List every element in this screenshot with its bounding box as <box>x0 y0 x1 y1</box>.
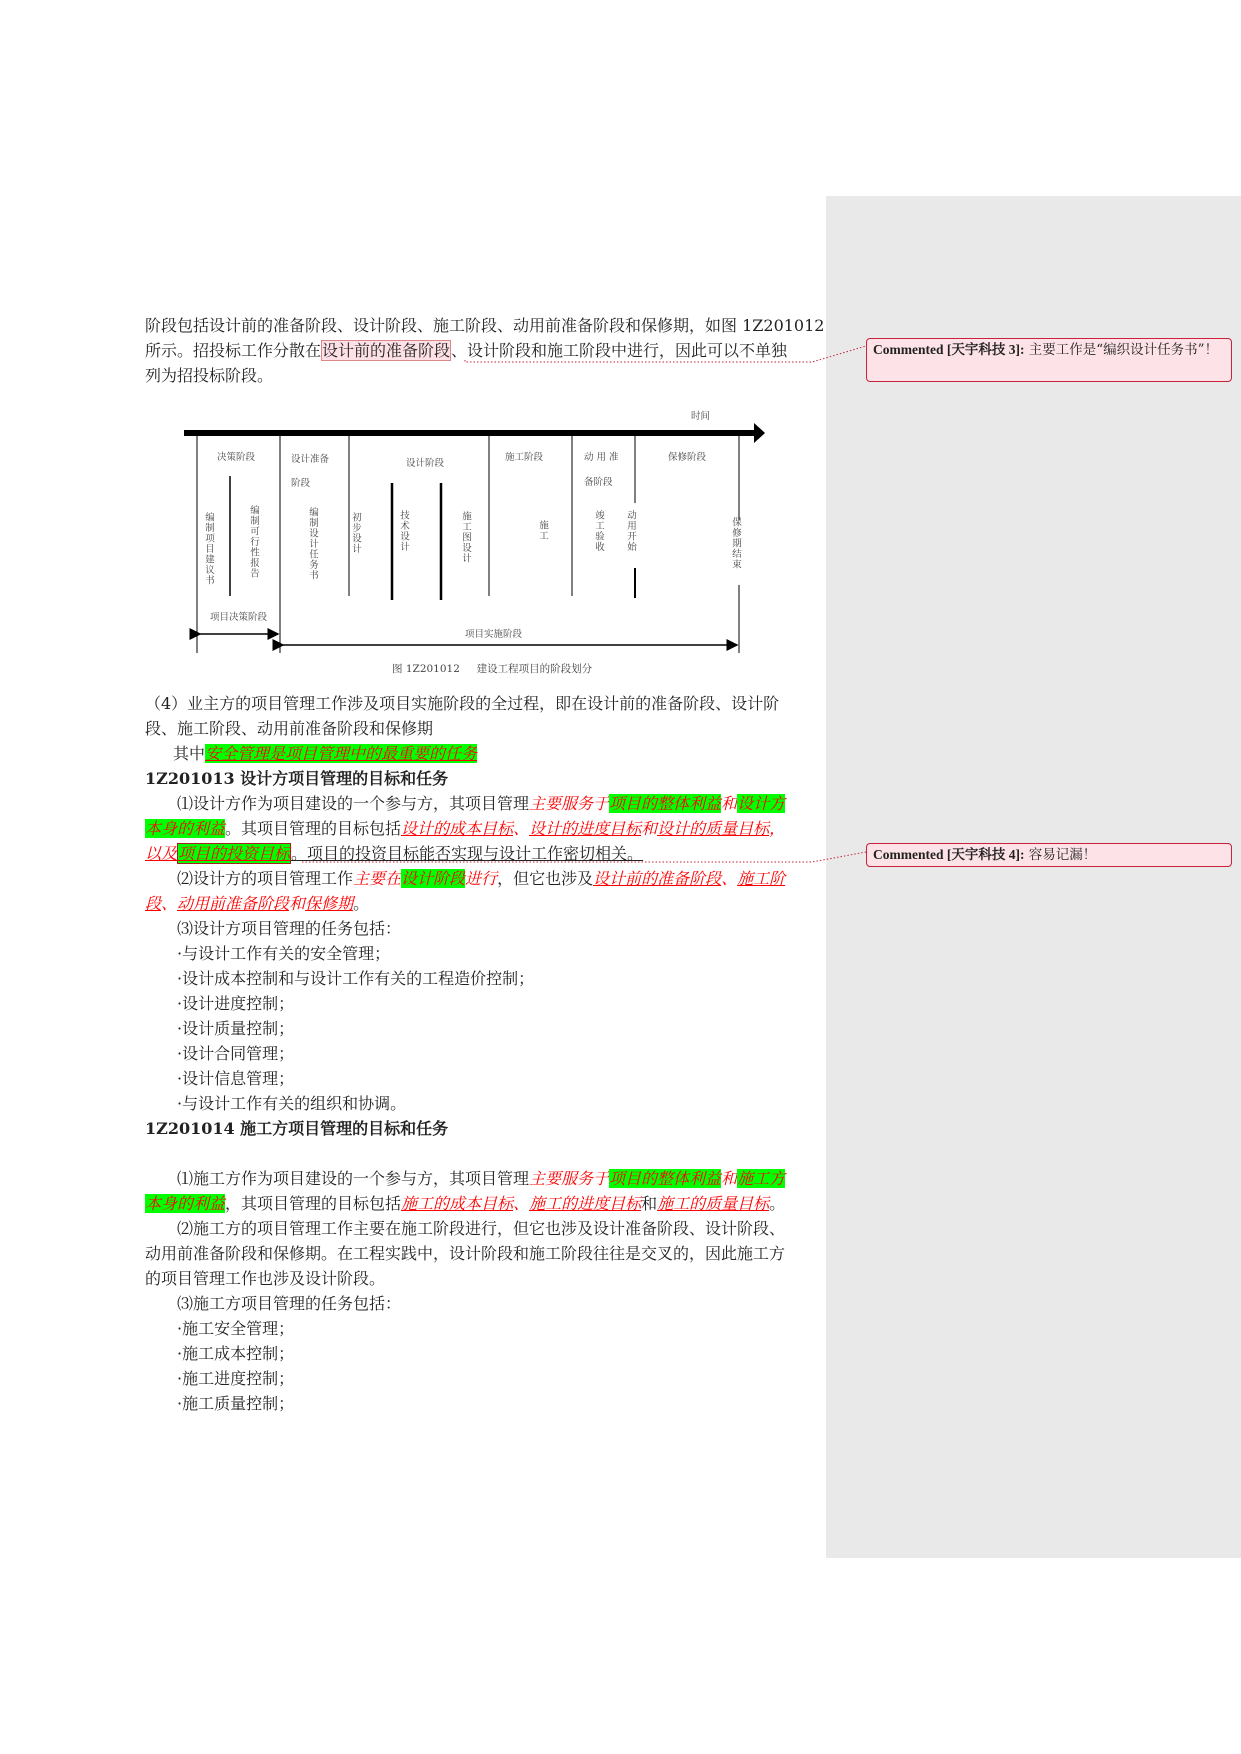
red-underlined-text: 施工的进度目标 <box>529 1194 642 1213</box>
construction-p1-line-1 <box>145 1166 817 1191</box>
construction-p3: ⑶施工方项目管理的任务包括： <box>177 1294 402 1313</box>
main-body <box>145 691 817 1416</box>
time-label: 时间 <box>691 411 711 422</box>
red-text: 、 <box>513 1194 530 1213</box>
section4-text: 其中 <box>173 744 206 763</box>
red-underlined-text: 施工的质量目标 <box>657 1194 770 1213</box>
red-underlined-text: 设计前的准备阶段 <box>593 869 722 888</box>
red-text: 和 <box>289 894 306 913</box>
construction-text: ，其项目管理的目标包括 <box>225 1194 402 1213</box>
construction-task-item: ·施工安全管理； <box>177 1319 295 1338</box>
design-text: 。其项目管理的目标包括 <box>225 819 402 838</box>
design-task-item: ·设计合同管理； <box>177 1044 295 1063</box>
phase-design-prep-label-2: 阶段 <box>291 478 311 489</box>
design-task-item: ·设计成本控制和与设计工作有关的工程造价控制； <box>177 969 535 988</box>
phase-design-prep-label: 设计准备 <box>291 454 330 465</box>
design-p3: ⑶设计方项目管理的任务包括： <box>177 919 402 938</box>
task-start-use-label: 动用开始 <box>625 510 636 552</box>
figure-title: 建设工程项目的阶段划分 <box>476 663 593 675</box>
construction-p2-line-1: ⑵施工方的项目管理工作主要在施工阶段进行，但它也涉及设计准备阶段、设计阶段、 <box>177 1219 786 1238</box>
design-p1-line-3 <box>145 841 817 866</box>
red-text: 主要服务于 <box>529 1169 610 1188</box>
construction-task-item: ·施工成本控制； <box>177 1344 295 1363</box>
construction-task-item: ·施工进度控制； <box>177 1369 295 1388</box>
phase-decision-label: 决策阶段 <box>217 452 256 463</box>
figure-number: 图 1Z201012 <box>392 663 460 675</box>
comment-box-3[interactable] <box>866 338 1232 382</box>
construction-p1-line-2 <box>145 1191 817 1216</box>
task-construction-drawing-label: 施工图设计 <box>460 511 471 564</box>
task-feasibility-label: 编制可行性报告 <box>248 505 259 579</box>
design-task-item: ·与设计工作有关的安全管理； <box>177 944 391 963</box>
comment-text: 主要工作是“编织设计任务书”！ <box>1028 342 1219 358</box>
phase-pre-use-label-2: 备阶段 <box>584 477 613 488</box>
section4-line-3 <box>145 741 817 766</box>
red-underlined-text: 施工阶 <box>737 869 786 888</box>
design-text: ，但它也涉及 <box>497 869 594 888</box>
red-underlined-text: 设计的质量目标 <box>657 819 770 838</box>
comment-author: Commented [天宇科技 4]: <box>873 847 1025 862</box>
construction-text: 。 <box>769 1194 786 1213</box>
red-underlined-text: 施工的成本目标 <box>401 1194 514 1213</box>
span-implementation-label: 项目实施阶段 <box>465 629 523 640</box>
construction-task-item: ·施工质量控制； <box>177 1394 295 1413</box>
red-text: 和 <box>721 1169 738 1188</box>
design-task-item: ·设计进度控制； <box>177 994 295 1013</box>
red-text: 和 <box>641 819 658 838</box>
red-text: 主要在 <box>353 869 402 888</box>
comment-box-4[interactable] <box>866 843 1232 867</box>
design-text: 。项目的投资目标能否实现与设计工作密切相关。 <box>291 844 644 863</box>
comment-anchor-4[interactable]: 项目的投资目标 <box>178 844 291 863</box>
construction-p2-line-2: 动用前准备阶段和保修期。在工程实践中，设计阶段和施工阶段往往是交叉的，因此施工方 <box>145 1244 786 1263</box>
blank-line <box>145 1141 817 1166</box>
construction-p2-line-3: 的项目管理工作也涉及设计阶段。 <box>145 1269 386 1288</box>
design-p1-line-1 <box>145 791 817 816</box>
task-preliminary-label: 初步设计 <box>350 512 361 554</box>
red-underlined-text: 设计的进度目标 <box>529 819 642 838</box>
intro-text: 、设计阶段和施工阶段中进行，因此可以不单独 <box>451 341 788 360</box>
comment-author: Commented [天宇科技 3]: <box>873 342 1025 357</box>
highlighted-phrase: 项目的整体利益 <box>609 794 722 813</box>
design-task-item: ·设计质量控制； <box>177 1019 295 1038</box>
comment-pane <box>826 196 1241 1558</box>
highlighted-phrase: 设计阶段 <box>401 869 466 888</box>
red-underlined-text: 以及 <box>145 844 178 863</box>
phase-design-label: 设计阶段 <box>406 458 445 469</box>
highlighted-phrase: 本身的利益 <box>145 819 226 838</box>
highlighted-phrase: 本身的利益 <box>145 1194 226 1213</box>
span-decision-label: 项目决策阶段 <box>210 612 268 623</box>
intro-text: 所示。招投标工作分散在 <box>145 341 322 360</box>
design-text: 。 <box>353 894 370 913</box>
design-text: ⑵设计方的项目管理工作 <box>177 869 354 888</box>
phase-construction-label: 施工阶段 <box>505 452 544 463</box>
red-text: 和 <box>721 794 738 813</box>
red-text: ， <box>769 819 786 838</box>
red-text: 进行 <box>465 869 498 888</box>
red-underlined-text: 保修期 <box>305 894 354 913</box>
figure-caption <box>392 661 592 676</box>
red-text: 、 <box>513 819 530 838</box>
phase-pre-use-label: 动 用 准 <box>584 452 619 463</box>
red-underlined-text: 段 <box>145 894 162 913</box>
red-underlined-text: 设计的成本目标 <box>401 819 514 838</box>
red-text: 主要服务于 <box>529 794 610 813</box>
red-underlined-text: 动用前准备阶段 <box>177 894 290 913</box>
design-text: ⑴设计方作为项目建设的一个参与方，其项目管理 <box>177 794 530 813</box>
task-design-brief-label: 编制设计任务书 <box>307 507 318 581</box>
task-acceptance-label: 竣工验收 <box>593 510 604 552</box>
design-p2-line-1 <box>145 866 817 891</box>
intro-paragraph <box>145 313 825 388</box>
red-text: 、 <box>161 894 178 913</box>
comment-anchor-3[interactable]: 设计前的准备阶段 <box>322 341 451 360</box>
design-task-item: ·设计信息管理； <box>177 1069 295 1088</box>
design-heading: 1Z201013 设计方项目管理的目标和任务 <box>145 769 449 788</box>
red-text: 、 <box>721 869 738 888</box>
intro-line-3: 列为招投标阶段。 <box>145 366 274 385</box>
highlighted-phrase: 施工方 <box>737 1169 786 1188</box>
task-technical-label: 技术设计 <box>398 510 409 552</box>
task-construction-label: 施工 <box>537 520 548 541</box>
section4-line-2: 段、施工阶段、动用前准备阶段和保修期 <box>145 719 434 738</box>
intro-line-1: 阶段包括设计前的准备阶段、设计阶段、施工阶段、动用前准备阶段和保修期，如图 1Z201012 <box>145 316 825 335</box>
comment-text: 容易记漏！ <box>1028 847 1097 863</box>
construction-text: 和 <box>641 1194 658 1213</box>
highlighted-phrase: 项目的整体利益 <box>609 1169 722 1188</box>
highlighted-phrase: 设计方 <box>737 794 786 813</box>
task-proposal-label: 编制项目建议书 <box>203 512 214 586</box>
intro-line-2 <box>145 338 817 363</box>
phase-warranty-label: 保修阶段 <box>668 452 707 463</box>
section4-line-1: （4）业主方的项目管理工作涉及项目实施阶段的全过程，即在设计前的准备阶段、设计阶 <box>145 694 780 713</box>
construction-text: ⑴施工方作为项目建设的一个参与方，其项目管理 <box>177 1169 530 1188</box>
design-p2-line-2 <box>145 891 817 916</box>
task-warranty-end-label: 保修期结束 <box>730 517 741 570</box>
design-p1-line-2 <box>145 816 817 841</box>
construction-heading: 1Z201014 施工方项目管理的目标和任务 <box>145 1119 449 1138</box>
phase-diagram <box>170 400 790 680</box>
highlighted-phrase: 安全管理是项目管理中的最重要的任务 <box>205 744 478 763</box>
design-task-item: ·与设计工作有关的组织和协调。 <box>177 1094 407 1113</box>
